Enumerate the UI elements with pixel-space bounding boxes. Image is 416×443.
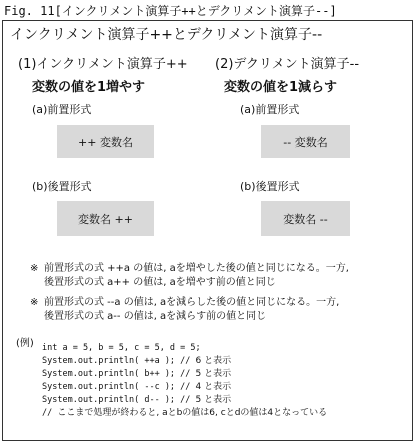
decrement-prefix-text: -- 変数名 (283, 135, 328, 149)
code-line: System.out.println( --c ); // 4 と表示 (42, 382, 232, 392)
note-1-line1: 前置形式の式 ++a の値は, aを増やした後の値と同じになる。一方, (44, 263, 349, 274)
note-2 (30, 296, 340, 322)
code-line: System.out.println( b++ ); // 5 と表示 (42, 369, 232, 379)
decrement-prefix-label: (a)前置形式 (240, 103, 300, 116)
code-line: // ここまで処理が終わると, aとbの値は6, cとdの値は4となっている (42, 408, 328, 418)
note-1 (30, 262, 349, 288)
note-2-line2: 後置形式の式 a-- の値は, aを減らす前の値と同じ (44, 311, 267, 322)
main-title: インクリメント演算子++とデクリメント演算子-- (10, 27, 323, 43)
decrement-postfix-label: (b)後置形式 (240, 180, 300, 193)
note-2-line1: 前置形式の式 --a の値は, aを減らした後の値と同じになる。一方, (44, 297, 340, 308)
code-line: System.out.println( d-- ); // 5 と表示 (42, 395, 232, 405)
note-1-mark: ※ (30, 263, 39, 274)
increment-postfix-label: (b)後置形式 (32, 180, 92, 193)
increment-prefix-text: ++ 変数名 (78, 135, 133, 149)
decrement-postfix-box (261, 201, 350, 236)
decrement-heading: (2)デクリメント演算子-- (215, 57, 360, 72)
increment-postfix-box (57, 201, 154, 236)
figure-title: Fig. 11[インクリメント演算子++とデクリメント演算子--] (4, 4, 337, 18)
code-line: int a = 5, b = 5, c = 5, d = 5; (42, 343, 201, 353)
increment-subheading: 変数の値を1増やす (32, 80, 146, 95)
increment-prefix-box (57, 125, 154, 158)
decrement-prefix-box (261, 125, 350, 158)
code-block (42, 342, 327, 420)
note-2-mark: ※ (30, 297, 39, 308)
code-line: System.out.println( ++a ); // 6 と表示 (42, 356, 232, 366)
increment-postfix-text: 変数名 ++ (78, 212, 133, 226)
decrement-postfix-text: 変数名 -- (283, 212, 328, 226)
example-label: (例) (16, 338, 34, 349)
decrement-subheading: 変数の値を1減らす (224, 80, 338, 95)
increment-prefix-label: (a)前置形式 (32, 103, 92, 116)
note-1-line2: 後置形式の式 a++ の値は, aを増やす前の値と同じ (44, 277, 276, 288)
increment-heading: (1)インクリメント演算子++ (18, 57, 188, 72)
